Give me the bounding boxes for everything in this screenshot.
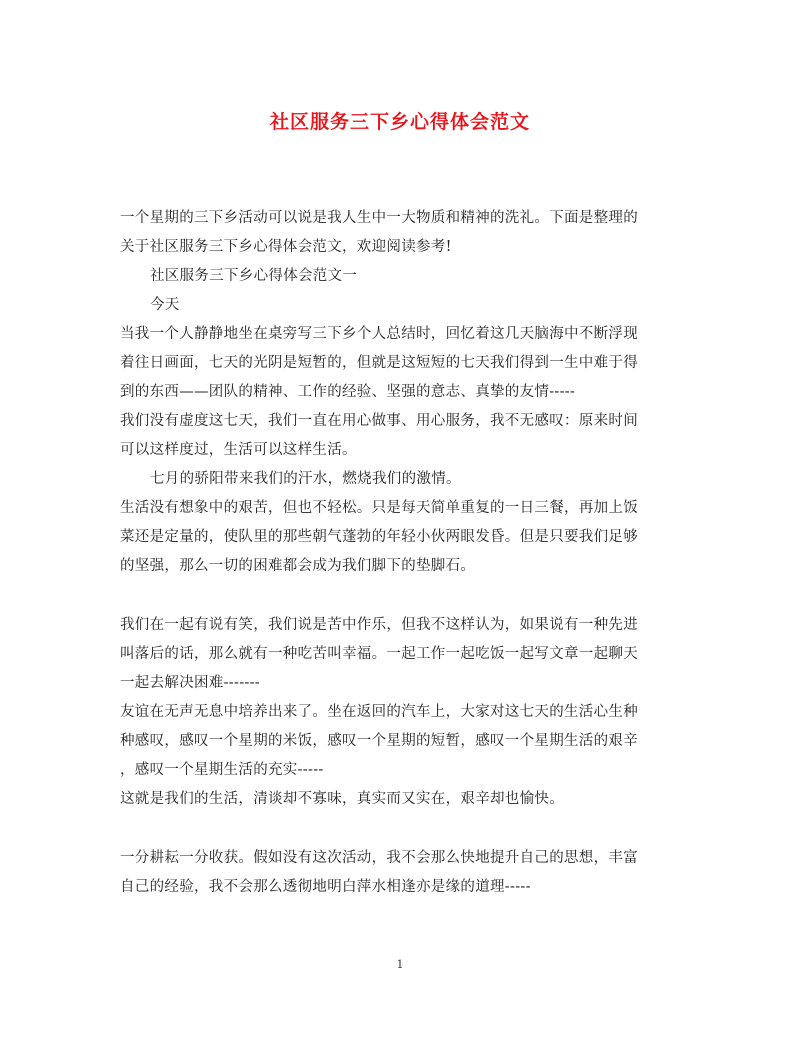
text-line: 种感叹，感叹一个星期的米饭，感叹一个星期的短暂，感叹一个星期生活的艰辛 bbox=[120, 733, 638, 749]
text-line: 友谊在无声无息中培养出来了。坐在返回的汽车上，大家对这七天的生活心生种 bbox=[120, 704, 638, 720]
text-line: 着往日画面，七天的光阴是短暂的，但就是这短短的七天我们得到一生中难于得 bbox=[120, 355, 638, 371]
text-line: 自己的经验，我不会那么透彻地明白萍水相逢亦是缘的道理----- bbox=[120, 879, 531, 895]
text-line: 叫落后的话，那么就有一种吃苦叫幸福。一起工作一起吃饭一起写文章一起聊天 bbox=[120, 646, 638, 662]
text-line: 可以这样度过，生活可以这样生活。 bbox=[120, 442, 357, 458]
text-line: 一分耕耘一分收获。假如没有这次活动，我不会那么快地提升自己的思想，丰富 bbox=[120, 850, 638, 866]
document-title: 社区服务三下乡心得体会范文 bbox=[269, 111, 530, 133]
text-line: 菜还是定量的，使队里的那些朝气蓬勃的年轻小伙两眼发昏。但是只要我们足够 bbox=[120, 529, 638, 545]
text-line: 这就是我们的生活，清谈却不寡味，真实而又实在，艰辛却也愉快。 bbox=[120, 791, 564, 807]
text-line: 到的东西——团队的精神、工作的经验、坚强的意志、真挚的友情----- bbox=[120, 384, 576, 400]
text-line: 一起去解决困难------- bbox=[120, 675, 260, 691]
paragraph-gap bbox=[120, 814, 685, 844]
text-line: ，感叹一个星期生活的充实----- bbox=[120, 762, 324, 778]
text-line: 一个星期的三下乡活动可以说是我人生中一大物质和精神的洗礼。下面是整理的 bbox=[120, 210, 638, 226]
text-line: 关于社区服务三下乡心得体会范文，欢迎阅读参考! bbox=[120, 239, 452, 255]
text-line: 我们没有虚度这七天，我们一直在用心做事、用心服务，我不无感叹：原来时间 bbox=[120, 413, 638, 429]
text-line: 今天 bbox=[150, 297, 180, 313]
text-line: 生活没有想象中的艰苦，但也不轻松。只是每天简单重复的一日三餐，再加上饭 bbox=[120, 500, 638, 516]
section-heading: 社区服务三下乡心得体会范文一 bbox=[150, 268, 358, 284]
paragraph-gap bbox=[120, 581, 685, 611]
page-number: 1 bbox=[396, 958, 404, 971]
text-line: 的坚强，那么一切的困难都会成为我们脚下的垫脚石。 bbox=[120, 558, 476, 574]
text-line: 当我一个人静静地坐在桌旁写三下乡个人总结时，回忆着这几天脑海中不断浮现 bbox=[120, 326, 638, 342]
text-line: 七月的骄阳带来我们的汗水，燃烧我们的激情。 bbox=[150, 471, 461, 487]
document-body bbox=[120, 204, 685, 902]
text-line: 我们在一起有说有笑，我们说是苦中作乐，但我不这样认为，如果说有一种先进 bbox=[120, 617, 638, 633]
